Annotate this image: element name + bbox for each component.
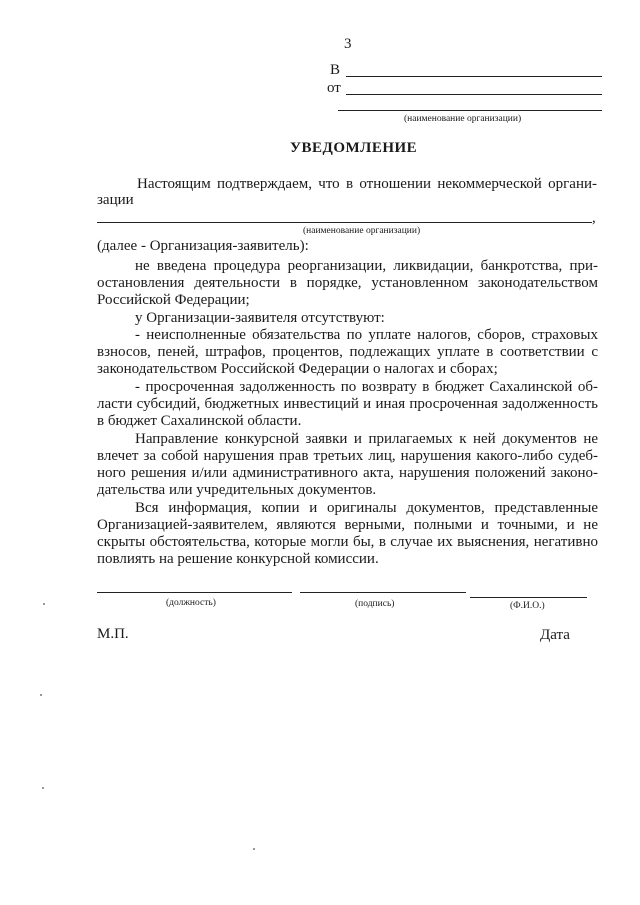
procedure-line-2: остановления деятельности в порядке, установленном законодательством: [97, 275, 598, 291]
direction-line-2: влечет за собой нарушения прав третьих лиц, нарушения какого-либо судеб-: [97, 448, 598, 464]
org-caption-header: (наименование организации): [404, 114, 522, 124]
taxes-line-1: - неисполненные обязательства по уплате налогов, сборов, страховых: [135, 327, 598, 343]
procedure-line-1: не введена процедура реорганизации, ликвидации, банкротства, при-: [135, 258, 598, 274]
position-line: [97, 592, 292, 593]
from-label: от: [327, 80, 341, 96]
debt-line-3: в бюджет Сахалинской области.: [97, 413, 302, 429]
org-caption-body: (наименование организации): [303, 226, 421, 236]
info-line-4: повлиять на решение конкурсной комиссии.: [97, 551, 379, 567]
position-caption: (должность): [166, 598, 216, 608]
name-caption: (Ф.И.О.): [510, 601, 545, 611]
info-line-2: Организацией-заявителем, являются верными, полными и точными, и не: [97, 517, 598, 533]
stamp-label: М.П.: [97, 626, 129, 642]
info-line-3: скрыты обстоятельства, которые могли бы, в случае их выяснения, негативно: [97, 534, 598, 550]
scan-speck: [40, 694, 42, 696]
name-line: [470, 597, 587, 598]
signature-line: [300, 592, 466, 593]
org-name-line: [97, 222, 592, 223]
scan-speck: [253, 848, 255, 850]
intro-line-3: (далее - Организация-заявитель):: [97, 238, 309, 254]
absent-line-1: у Организации-заявителя отсутствуют:: [135, 310, 385, 326]
intro-line-1: Настоящим подтверждаем, что в отношении некоммерческой органи-: [137, 176, 597, 192]
from-line: [346, 94, 602, 95]
sign-caption: (подпись): [355, 599, 395, 609]
debt-line-2: ласти субсидий, бюджетных инвестиций и иная просроченная задолженность: [97, 396, 598, 412]
intro-comma: ,: [592, 210, 596, 226]
debt-line-1: - просроченная задолженность по возврату в бюджет Сахалинской об-: [135, 379, 598, 395]
direction-line-3: ного решения и/или административного акта, нарушения положений законо-: [97, 465, 598, 481]
scan-speck: [43, 603, 45, 605]
date-label: Дата: [540, 627, 570, 643]
intro-line-2: зации: [97, 192, 134, 208]
direction-line-1: Направление конкурсной заявки и прилагаемых к ней документов не: [135, 431, 598, 447]
scan-speck: [42, 787, 44, 789]
page-number: 3: [344, 36, 352, 52]
direction-line-4: дательства или учредительных документов.: [97, 482, 377, 498]
org-line: [338, 110, 602, 111]
taxes-line-3: законодательством Российской Федерации о налогах и сборах;: [97, 361, 498, 377]
info-line-1: Вся информация, копии и оригиналы документов, представленные: [135, 500, 598, 516]
to-line: [346, 76, 602, 77]
taxes-line-2: взносов, пеней, штрафов, процентов, подлежащих уплате в соответствии с: [97, 344, 598, 360]
document-title: УВЕДОМЛЕНИЕ: [290, 140, 418, 156]
procedure-line-3: Российской Федерации;: [97, 292, 250, 308]
to-label: В: [330, 62, 341, 78]
